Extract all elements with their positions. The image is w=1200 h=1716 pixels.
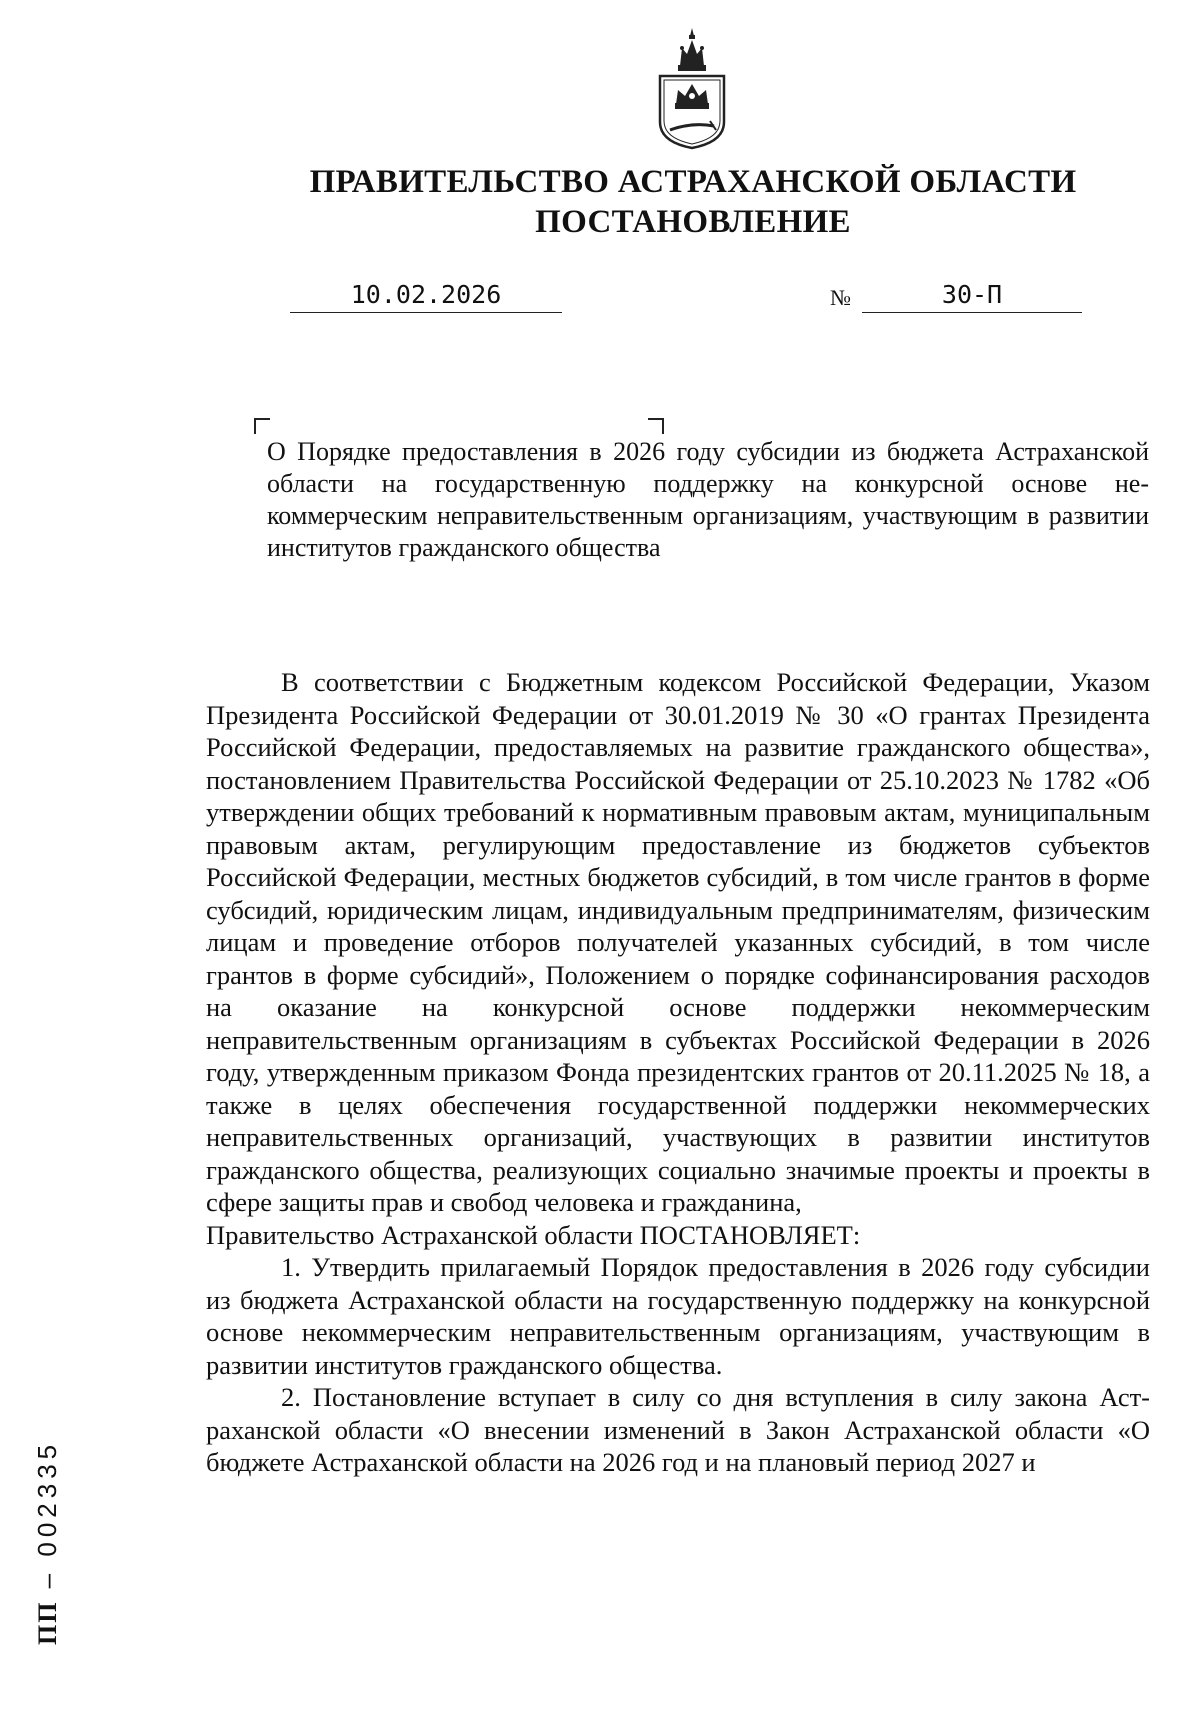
- subject-corner-right: [648, 418, 664, 434]
- government-name: ПРАВИТЕЛЬСТВО АСТРАХАНСКОЙ ОБЛАСТИ: [309, 164, 1077, 200]
- form-serial-number: [32, 1440, 63, 1645]
- document-subject: О Порядке предоставления в 2026 году субсидии из бюджета Астраханской области на государственную поддержку на конкурсной основе некоммерческим неправительственным организациям, участвующим в развитии институтов гражданского общества: [267, 437, 1149, 562]
- serial-number: – 002335: [32, 1439, 62, 1589]
- clause-2: 2. Постановление вступает в силу со дня вступления в силу закона Астраханской области «О внесении изменений в Закон Астраханской области «О бюджете Астраханской области на 2026 год и на плановый период 2027 и: [206, 1382, 1150, 1477]
- document-number: 30-П: [862, 280, 1082, 313]
- document-meta: [0, 280, 1200, 320]
- serial-prefix: ПП: [33, 1600, 62, 1645]
- document-date: 10.02.2026: [290, 280, 562, 313]
- preamble-paragraph: В соответствии с Бюджетным кодексом Российской Федерации, Указом Президента Российской Федерации от 30.01.2019 № 30 «О грантах Президента Российской Федерации, предоставляемых на развитие гражданского общества», постановлением Правительства Российской Федерации от 25.10.2023 № 1782 «Об утверждении общих требований к нормативным правовым актам, муниципальным правовым актам, регулирующим предоставление из бюджетов субъектов Российской Федерации, местных бюджетов субсидий, в том числе грантов в форме субсидий, юридическим лицам, индивидуальным предпринимателям, физическим лицам и проведение отборов получателей указанных субсидий, в том числе грантов в форме субсидий», Положением о порядке софинансирования расходов на оказание на конкурсной основе поддержки некоммерческим неправительственным организациям в субъектах Российской Федерации в 2026 году, утвержденным приказом Фонда президентских грантов от 20.11.2025 № 18, а также в целях обеспечения государственной поддержки некоммерческих неправительственных организаций, участвующих в развитии институтов гражданского общества, реализующих социально значимые проекты и проекты в сфере защиты прав и свобод человека и гражданина,: [206, 667, 1150, 1217]
- document-body: [206, 666, 1150, 1479]
- clause-1: 1. Утвердить прилагаемый Порядок предоставления в 2026 году субсидии из бюджета Астраханской области на государственную поддержку на конкурсной основе некоммерческим неправительственным организациям, участвующим в развитии институтов гражданского общества.: [206, 1252, 1150, 1380]
- subject-corner-left: [254, 418, 270, 434]
- resolution-statement: Правительство Астраханской области ПОСТАНОВЛЯЕТ:: [206, 1219, 861, 1250]
- number-sign: №: [830, 285, 851, 310]
- document-type: ПОСТАНОВЛЕНИЕ: [535, 204, 851, 240]
- government-title: [0, 162, 1200, 242]
- coat-of-arms-icon: [654, 26, 730, 150]
